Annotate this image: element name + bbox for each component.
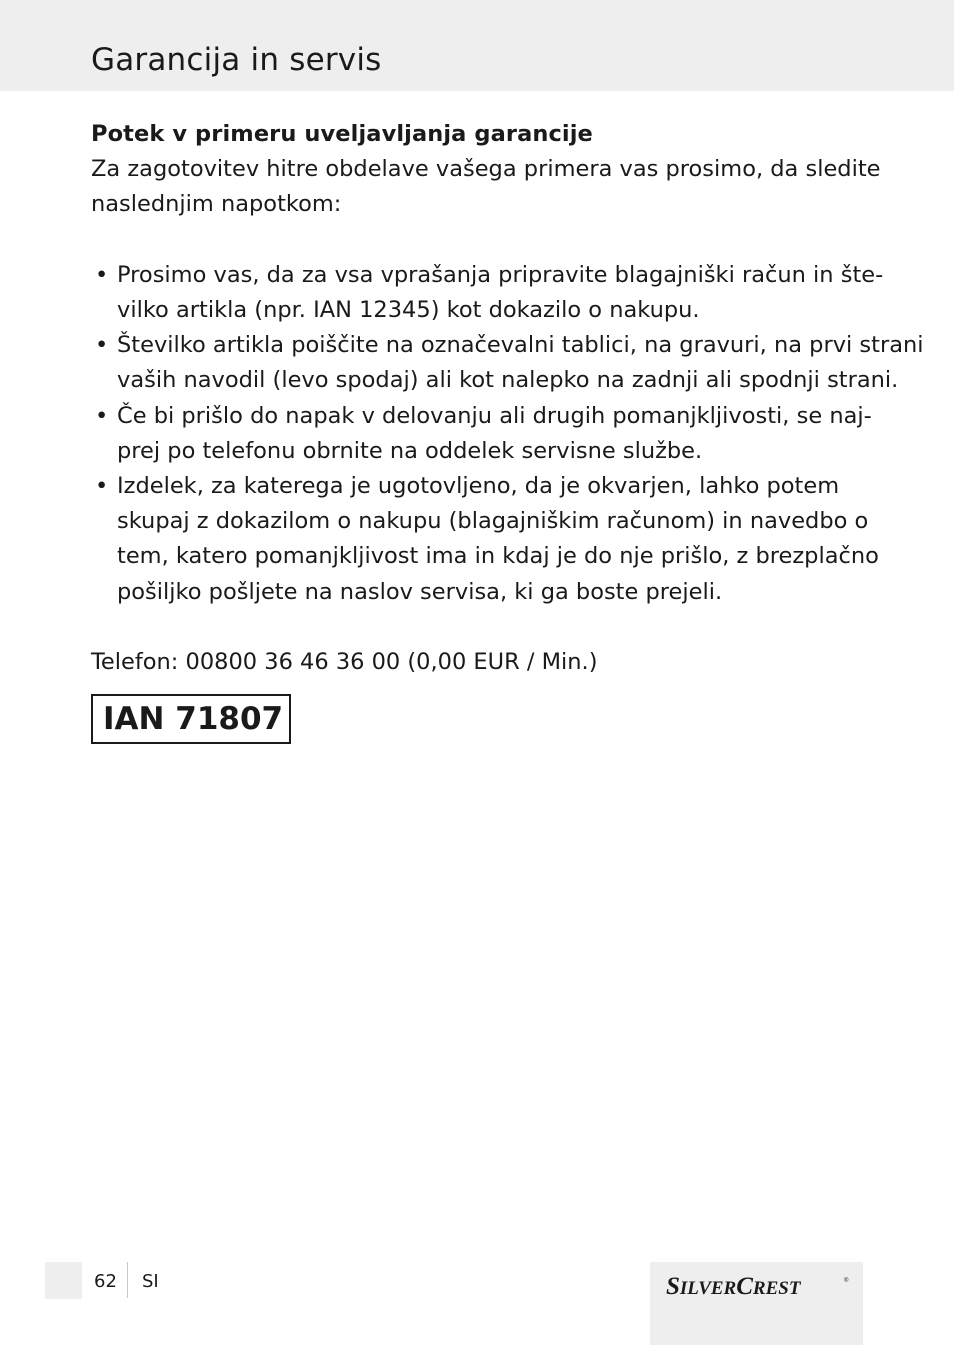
phone-line: Telefon: 00800 36 46 36 00 (0,00 EUR / Min.) [91,649,598,676]
main-content [91,117,924,680]
list-item-line: Izdelek, za katerega je ugotovljeno, da je okvarjen, lahko potem [117,473,840,500]
list-item-line: Številko artikla poiščite na označevalni tablici, na gravuri, na prvi strani [117,332,924,359]
list-item [91,469,879,610]
list-item-line: Prosimo vas, da za vsa vprašanja pripravite blagajniški račun in šte- [117,261,884,288]
bullet-icon: • [95,473,109,500]
footer-tab [45,1262,82,1299]
list-item-line: Če bi prišlo do napak v delovanju ali drugih pomanjkljivosti, se naj- [117,402,872,429]
list-item [91,258,884,328]
list-item [91,399,871,469]
intro-line: Za zagotovitev hitre obdelave vašega primera vas prosimo, da sledite [91,156,881,183]
ian-box [91,694,291,744]
list-item [91,328,924,398]
list-item-line: skupaj z dokazilom o nakupu (blagajniškim računom) in navedbo o [117,508,869,535]
language-code: SI [142,1271,159,1292]
bullet-icon: • [95,402,109,429]
svg-text:®: ® [844,1278,849,1284]
bullet-icon: • [95,261,109,288]
svg-text:SILVERCREST: SILVERCREST [666,1273,801,1300]
page-title: Garancija in servis [91,42,382,78]
instruction-list [91,258,924,610]
silvercrest-logo [666,1270,851,1300]
list-item-line: vaših navodil (levo spodaj) ali kot nalepko na zadnji ali spodnji strani. [117,367,899,394]
list-item-line: prej po telefonu obrnite na oddelek servisne službe. [117,437,703,464]
footer-divider [127,1262,128,1298]
section-heading: Potek v primeru uveljavljanja garancije [91,121,593,147]
ian-label: IAN 71807 [103,701,284,737]
bullet-icon: • [95,332,109,359]
page-number: 62 [94,1271,117,1292]
intro-paragraph [91,152,881,222]
list-item-line: vilko artikla (npr. IAN 12345) kot dokazilo o nakupu. [117,297,700,323]
logo-band [650,1262,863,1345]
list-item-line: tem, katero pomanjkljivost ima in kdaj je do nje prišlo, z brezplačno [117,543,879,570]
intro-line: naslednjim napotkom: [91,191,342,218]
list-item-line: pošiljko pošljete na naslov servisa, ki ga boste prejeli. [117,578,723,605]
